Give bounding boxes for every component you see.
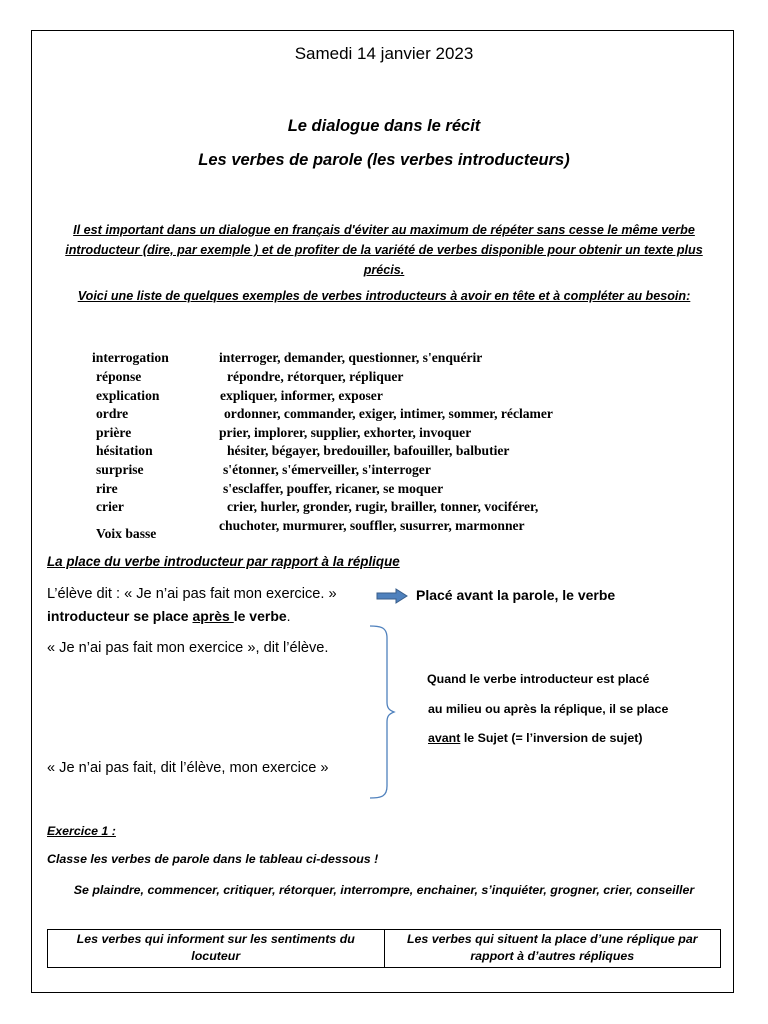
- verb-category: Voix basse: [96, 526, 157, 541]
- verb-category: interrogation: [92, 350, 169, 365]
- rule-1-line-1: Placé avant la parole, le verbe: [416, 587, 616, 603]
- table-header-placement: Les verbes qui situent la place d’une réplique par rapport à d’autres répliques: [384, 930, 721, 968]
- exercise-table: [47, 929, 721, 968]
- date-heading: Samedi 14 janvier 2023: [294, 44, 474, 63]
- rule-1-line-2: [47, 608, 291, 624]
- verb-category: explication: [96, 388, 160, 403]
- rule-2-text: le Sujet (= l’inversion de sujet): [460, 731, 643, 745]
- lesson-title: Le dialogue dans le récit: [287, 117, 481, 135]
- exercise-instruction: Classe les verbes de parole dans le tableau ci-dessous !: [47, 852, 379, 866]
- lesson-subtitle: Les verbes de parole (les verbes introducteurs): [198, 151, 570, 169]
- exercise-word-list: Se plaindre, commencer, critiquer, rétorquer, interrompre, enchainer, s’inquiéter, grogner, crier, conseiller: [73, 883, 695, 897]
- intro-paragraph: Il est important dans un dialogue en français d'éviter au maximum de répéter sans cesse le même verbe introducteur (dire, par exemple ) et de profiter de la variété de verbes disponible pour obtenir un texte plus précis.: [65, 223, 703, 277]
- verb-list: hésiter, bégayer, bredouiller, bafouiller, balbutier: [227, 443, 510, 458]
- verb-list: s'étonner, s'émerveiller, s'interroger: [223, 462, 431, 477]
- verb-list: s'esclaffer, pouffer, ricaner, se moquer: [223, 481, 444, 496]
- verb-list: expliquer, informer, exposer: [220, 388, 383, 403]
- rule-2-line-1: Quand le verbe introducteur est placé: [427, 672, 650, 686]
- list-intro: Voici une liste de quelques exemples de verbes introducteurs à avoir en tête et à compléter au besoin:: [77, 289, 691, 303]
- verb-category: surprise: [96, 462, 144, 477]
- arrow-right-icon: [376, 588, 408, 604]
- rule-1-underlined: après: [192, 608, 234, 624]
- rule-1-period: .: [286, 608, 291, 624]
- rule-2-line-2: au milieu ou après la réplique, il se place: [428, 702, 669, 716]
- rule-1-text-end: le verbe: [233, 608, 287, 624]
- example-sentence-1: L’élève dit : « Je n’ai pas fait mon exercice. »: [47, 586, 337, 602]
- verb-category: crier: [96, 499, 124, 514]
- verb-list: ordonner, commander, exiger, intimer, sommer, réclamer: [224, 406, 553, 421]
- verb-category: hésitation: [96, 443, 153, 458]
- section-title: La place du verbe introducteur par rapport à la réplique: [47, 554, 400, 569]
- verb-category: ordre: [96, 406, 129, 421]
- verb-list: crier, hurler, gronder, rugir, brailler, tonner, vociférer,: [227, 499, 539, 514]
- verb-list: chuchoter, murmurer, souffler, susurrer, marmonner: [219, 518, 525, 533]
- table-header-feelings: Les verbes qui informent sur les sentiments du locuteur: [48, 930, 385, 968]
- verb-category: réponse: [96, 369, 142, 384]
- exercise-title: Exercice 1 :: [47, 824, 116, 838]
- verb-category: prière: [96, 425, 132, 440]
- example-sentence-3: « Je n’ai pas fait, dit l’élève, mon exercice »: [47, 760, 329, 776]
- rule-1-text: introducteur se place: [47, 608, 193, 624]
- verb-category: rire: [96, 481, 118, 496]
- rule-2-line-3: [428, 731, 643, 745]
- verb-list: répondre, rétorquer, répliquer: [227, 369, 404, 384]
- rule-2-underlined: avant: [428, 731, 461, 745]
- curly-brace-icon: [368, 624, 396, 802]
- verb-list: prier, implorer, supplier, exhorter, invoquer: [219, 425, 472, 440]
- example-sentence-2: « Je n’ai pas fait mon exercice », dit l’élève.: [47, 640, 329, 656]
- verb-list: interroger, demander, questionner, s'enquérir: [219, 350, 483, 365]
